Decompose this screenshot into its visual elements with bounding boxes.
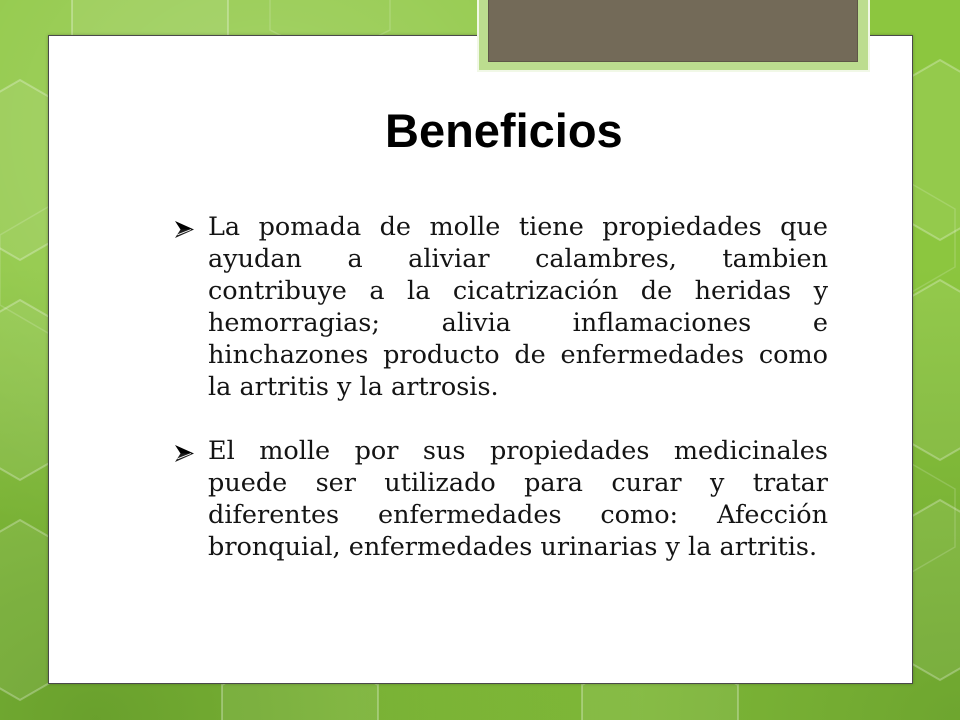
arrow-bullet-icon (175, 445, 194, 462)
bullet-text-line: hinchazones producto de enfermedades como (208, 340, 828, 370)
bullet-text-line: contribuye a la cicatrización de heridas y (208, 276, 828, 306)
bullet-text-line: La pomada de molle tiene propiedades que (208, 212, 828, 242)
bullet-item (174, 211, 828, 403)
slide-title: Beneficios (385, 104, 623, 157)
bullet-item (174, 435, 828, 563)
bullet-text-line: hemorragias; alivia inflamaciones e (208, 308, 828, 338)
bullet-text-line: diferentes enfermedades como: Afección (208, 500, 828, 530)
bullet-text-line: puede ser utilizado para curar y tratar (208, 468, 828, 498)
bullet-text-line: bronquial, enfermedades urinarias y la artritis. (208, 532, 818, 562)
header-accent-block (488, 0, 858, 62)
bullet-text (208, 211, 828, 403)
bullet-text-line: ayudan a aliviar calambres, tambien (208, 244, 828, 274)
bullet-text-line: la artritis y la artrosis. (208, 372, 499, 402)
bullet-text (208, 435, 828, 563)
bullet-text-line: El molle por sus propiedades medicinales (208, 436, 828, 466)
bullet-list (174, 211, 828, 563)
arrow-bullet-icon (175, 221, 194, 238)
